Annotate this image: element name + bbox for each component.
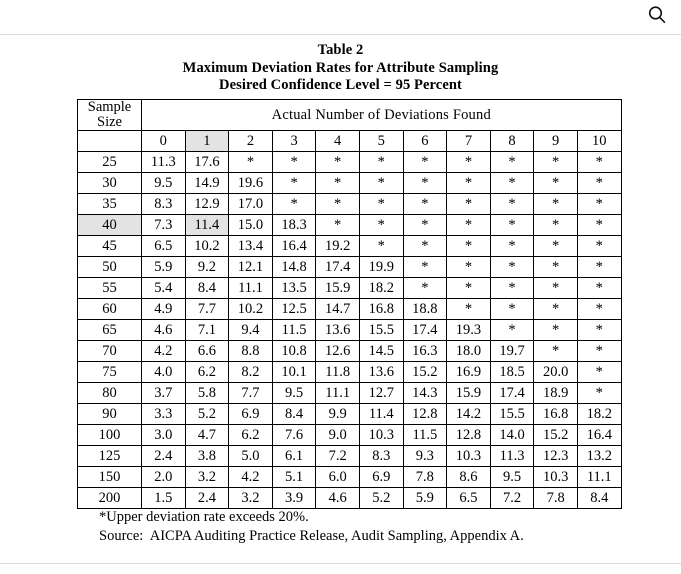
cell-n150-k8: 9.5 <box>490 467 534 488</box>
cell-n25-k0: 11.3 <box>142 152 186 173</box>
cell-n25-k5: * <box>359 152 403 173</box>
cell-n25-k2: * <box>229 152 273 173</box>
cell-n125-k2: 5.0 <box>229 446 273 467</box>
cell-n70-k2: 8.8 <box>229 341 273 362</box>
document-page <box>0 36 681 563</box>
cell-n25-k9: * <box>534 152 578 173</box>
cell-n150-k4: 6.0 <box>316 467 360 488</box>
table-row <box>78 488 622 509</box>
cell-n30-k5: * <box>359 173 403 194</box>
row-sample-size-100: 100 <box>78 425 142 446</box>
cell-n55-k4: 15.9 <box>316 278 360 299</box>
cell-n65-k4: 13.6 <box>316 320 360 341</box>
cell-n150-k10: 11.1 <box>577 467 621 488</box>
cell-n35-k6: * <box>403 194 447 215</box>
cell-n70-k8: 19.7 <box>490 341 534 362</box>
cell-n45-k0: 6.5 <box>142 236 186 257</box>
cell-n70-k9: * <box>534 341 578 362</box>
cell-n90-k10: 18.2 <box>577 404 621 425</box>
cell-n200-k0: 1.5 <box>142 488 186 509</box>
sample-size-header <box>78 100 142 131</box>
cell-n55-k3: 13.5 <box>272 278 316 299</box>
cell-n30-k2: 19.6 <box>229 173 273 194</box>
row-sample-size-25: 25 <box>78 152 142 173</box>
cell-n30-k4: * <box>316 173 360 194</box>
cell-n125-k7: 10.3 <box>447 446 491 467</box>
cell-n200-k9: 7.8 <box>534 488 578 509</box>
cell-n45-k2: 13.4 <box>229 236 273 257</box>
table-body <box>78 152 622 509</box>
cell-n65-k1: 7.1 <box>185 320 229 341</box>
row-sample-size-70: 70 <box>78 341 142 362</box>
row-sample-size-80: 80 <box>78 383 142 404</box>
row-sample-size-45: 45 <box>78 236 142 257</box>
cell-n200-k1: 2.4 <box>185 488 229 509</box>
deviation-rate-table-wrapper <box>77 99 622 509</box>
cell-n40-k7: * <box>447 215 491 236</box>
column-header-3: 3 <box>272 131 316 152</box>
cell-n40-k9: * <box>534 215 578 236</box>
cell-n70-k6: 16.3 <box>403 341 447 362</box>
search-icon-glyph <box>646 4 668 26</box>
row-sample-size-125: 125 <box>78 446 142 467</box>
top-toolbar <box>0 0 681 35</box>
cell-n90-k7: 14.2 <box>447 404 491 425</box>
cell-n45-k9: * <box>534 236 578 257</box>
cell-n200-k7: 6.5 <box>447 488 491 509</box>
table-row <box>78 173 622 194</box>
cell-n200-k5: 5.2 <box>359 488 403 509</box>
cell-n125-k1: 3.8 <box>185 446 229 467</box>
cell-n50-k1: 9.2 <box>185 257 229 278</box>
cell-n60-k5: 16.8 <box>359 299 403 320</box>
cell-n75-k1: 6.2 <box>185 362 229 383</box>
cell-n40-k10: * <box>577 215 621 236</box>
cell-n30-k10: * <box>577 173 621 194</box>
cell-n80-k8: 17.4 <box>490 383 534 404</box>
row-sample-size-90: 90 <box>78 404 142 425</box>
cell-n75-k6: 15.2 <box>403 362 447 383</box>
cell-n90-k2: 6.9 <box>229 404 273 425</box>
cell-n55-k1: 8.4 <box>185 278 229 299</box>
cell-n125-k6: 9.3 <box>403 446 447 467</box>
cell-n35-k2: 17.0 <box>229 194 273 215</box>
cell-n125-k4: 7.2 <box>316 446 360 467</box>
table-head <box>78 100 622 152</box>
cell-n40-k8: * <box>490 215 534 236</box>
cell-n80-k3: 9.5 <box>272 383 316 404</box>
cell-n45-k5: * <box>359 236 403 257</box>
cell-n75-k7: 16.9 <box>447 362 491 383</box>
cell-n50-k2: 12.1 <box>229 257 273 278</box>
cell-n30-k8: * <box>490 173 534 194</box>
row-sample-size-200: 200 <box>78 488 142 509</box>
cell-n200-k6: 5.9 <box>403 488 447 509</box>
cell-n200-k4: 4.6 <box>316 488 360 509</box>
cell-n125-k3: 6.1 <box>272 446 316 467</box>
cell-n50-k4: 17.4 <box>316 257 360 278</box>
footnote-source: Source: AICPA Auditing Practice Release, Audit Sampling, Appendix A. <box>99 528 524 544</box>
column-header-0: 0 <box>142 131 186 152</box>
cell-n60-k10: * <box>577 299 621 320</box>
cell-n50-k10: * <box>577 257 621 278</box>
cell-n70-k5: 14.5 <box>359 341 403 362</box>
column-header-5: 5 <box>359 131 403 152</box>
column-header-4: 4 <box>316 131 360 152</box>
cell-n70-k7: 18.0 <box>447 341 491 362</box>
cell-n100-k5: 10.3 <box>359 425 403 446</box>
column-header-9: 9 <box>534 131 578 152</box>
table-row <box>78 299 622 320</box>
cell-n55-k10: * <box>577 278 621 299</box>
cell-n100-k10: 16.4 <box>577 425 621 446</box>
cell-n40-k0: 7.3 <box>142 215 186 236</box>
table-row <box>78 236 622 257</box>
search-icon[interactable] <box>646 4 668 26</box>
cell-n30-k1: 14.9 <box>185 173 229 194</box>
cell-n35-k4: * <box>316 194 360 215</box>
cell-n60-k6: 18.8 <box>403 299 447 320</box>
cell-n30-k6: * <box>403 173 447 194</box>
cell-n65-k2: 9.4 <box>229 320 273 341</box>
cell-n100-k6: 11.5 <box>403 425 447 446</box>
cell-n65-k0: 4.6 <box>142 320 186 341</box>
row-sample-size-55: 55 <box>78 278 142 299</box>
cell-n25-k1: 17.6 <box>185 152 229 173</box>
cell-n45-k8: * <box>490 236 534 257</box>
cell-n125-k5: 8.3 <box>359 446 403 467</box>
sample-size-header-line1: Sample <box>87 99 132 115</box>
cell-n100-k4: 9.0 <box>316 425 360 446</box>
cell-n150-k1: 3.2 <box>185 467 229 488</box>
cell-n90-k6: 12.8 <box>403 404 447 425</box>
cell-n50-k7: * <box>447 257 491 278</box>
cell-n70-k1: 6.6 <box>185 341 229 362</box>
table-subtitle-1: Maximum Deviation Rates for Attribute Sampling <box>182 59 499 76</box>
table-row <box>78 215 622 236</box>
cell-n80-k0: 3.7 <box>142 383 186 404</box>
table-row <box>78 467 622 488</box>
cell-n150-k2: 4.2 <box>229 467 273 488</box>
cell-n200-k8: 7.2 <box>490 488 534 509</box>
cell-n125-k0: 2.4 <box>142 446 186 467</box>
cell-n25-k4: * <box>316 152 360 173</box>
cell-n150-k3: 5.1 <box>272 467 316 488</box>
column-header-7: 7 <box>447 131 491 152</box>
cell-n100-k0: 3.0 <box>142 425 186 446</box>
cell-n60-k2: 10.2 <box>229 299 273 320</box>
deviations-found-header: Actual Number of Deviations Found <box>142 100 622 131</box>
cell-n65-k6: 17.4 <box>403 320 447 341</box>
row-sample-size-30: 30 <box>78 173 142 194</box>
cell-n50-k8: * <box>490 257 534 278</box>
bottom-divider <box>0 563 681 564</box>
cell-n55-k7: * <box>447 278 491 299</box>
cell-n45-k1: 10.2 <box>185 236 229 257</box>
cell-n30-k0: 9.5 <box>142 173 186 194</box>
cell-n35-k10: * <box>577 194 621 215</box>
cell-n80-k4: 11.1 <box>316 383 360 404</box>
table-footnotes <box>99 508 524 546</box>
table-row <box>78 425 622 446</box>
cell-n40-k2: 15.0 <box>229 215 273 236</box>
cell-n60-k8: * <box>490 299 534 320</box>
cell-n60-k1: 7.7 <box>185 299 229 320</box>
cell-n65-k8: * <box>490 320 534 341</box>
cell-n150-k9: 10.3 <box>534 467 578 488</box>
cell-n70-k4: 12.6 <box>316 341 360 362</box>
cell-n40-k4: * <box>316 215 360 236</box>
cell-n150-k5: 6.9 <box>359 467 403 488</box>
cell-n25-k10: * <box>577 152 621 173</box>
cell-n50-k5: 19.9 <box>359 257 403 278</box>
column-header-6: 6 <box>403 131 447 152</box>
column-header-8: 8 <box>490 131 534 152</box>
cell-n90-k4: 9.9 <box>316 404 360 425</box>
cell-n65-k7: 19.3 <box>447 320 491 341</box>
cell-n35-k8: * <box>490 194 534 215</box>
cell-n35-k3: * <box>272 194 316 215</box>
corner-blank-cell <box>78 131 142 152</box>
cell-n55-k0: 5.4 <box>142 278 186 299</box>
cell-n75-k5: 13.6 <box>359 362 403 383</box>
row-sample-size-75: 75 <box>78 362 142 383</box>
table-header-row-group <box>78 100 622 131</box>
cell-n80-k2: 7.7 <box>229 383 273 404</box>
cell-n75-k2: 8.2 <box>229 362 273 383</box>
table-row <box>78 341 622 362</box>
cell-n75-k9: 20.0 <box>534 362 578 383</box>
cell-n55-k6: * <box>403 278 447 299</box>
cell-n70-k3: 10.8 <box>272 341 316 362</box>
deviation-rate-table <box>77 99 622 509</box>
cell-n55-k9: * <box>534 278 578 299</box>
cell-n100-k1: 4.7 <box>185 425 229 446</box>
cell-n25-k6: * <box>403 152 447 173</box>
cell-n90-k0: 3.3 <box>142 404 186 425</box>
cell-n200-k10: 8.4 <box>577 488 621 509</box>
cell-n35-k0: 8.3 <box>142 194 186 215</box>
cell-n50-k0: 5.9 <box>142 257 186 278</box>
cell-n90-k9: 16.8 <box>534 404 578 425</box>
cell-n90-k3: 8.4 <box>272 404 316 425</box>
cell-n60-k7: * <box>447 299 491 320</box>
sample-size-header-line2: Size <box>97 114 122 131</box>
cell-n40-k1: 11.4 <box>185 215 229 236</box>
cell-n75-k8: 18.5 <box>490 362 534 383</box>
cell-n50-k9: * <box>534 257 578 278</box>
cell-n65-k10: * <box>577 320 621 341</box>
cell-n40-k6: * <box>403 215 447 236</box>
row-sample-size-65: 65 <box>78 320 142 341</box>
row-sample-size-40: 40 <box>78 215 142 236</box>
table-row <box>78 257 622 278</box>
cell-n45-k3: 16.4 <box>272 236 316 257</box>
cell-n50-k3: 14.8 <box>272 257 316 278</box>
column-header-10: 10 <box>577 131 621 152</box>
cell-n35-k7: * <box>447 194 491 215</box>
cell-n25-k3: * <box>272 152 316 173</box>
cell-n125-k8: 11.3 <box>490 446 534 467</box>
cell-n80-k9: 18.9 <box>534 383 578 404</box>
column-header-2: 2 <box>229 131 273 152</box>
cell-n150-k6: 7.8 <box>403 467 447 488</box>
cell-n55-k8: * <box>490 278 534 299</box>
cell-n100-k3: 7.6 <box>272 425 316 446</box>
cell-n125-k10: 13.2 <box>577 446 621 467</box>
footnote-asterisk: *Upper deviation rate exceeds 20%. <box>99 509 309 525</box>
table-row <box>78 194 622 215</box>
cell-n65-k5: 15.5 <box>359 320 403 341</box>
cell-n35-k5: * <box>359 194 403 215</box>
cell-n50-k6: * <box>403 257 447 278</box>
cell-n70-k0: 4.2 <box>142 341 186 362</box>
cell-n45-k6: * <box>403 236 447 257</box>
cell-n80-k10: * <box>577 383 621 404</box>
table-row <box>78 152 622 173</box>
cell-n60-k4: 14.7 <box>316 299 360 320</box>
table-subtitle-2: Desired Confidence Level = 95 Percent <box>219 77 462 93</box>
cell-n200-k3: 3.9 <box>272 488 316 509</box>
cell-n100-k2: 6.2 <box>229 425 273 446</box>
cell-n150-k7: 8.6 <box>447 467 491 488</box>
cell-n60-k0: 4.9 <box>142 299 186 320</box>
cell-n60-k3: 12.5 <box>272 299 316 320</box>
cell-n75-k3: 10.1 <box>272 362 316 383</box>
cell-n90-k8: 15.5 <box>490 404 534 425</box>
table-row <box>78 320 622 341</box>
cell-n100-k8: 14.0 <box>490 425 534 446</box>
cell-n70-k10: * <box>577 341 621 362</box>
cell-n30-k3: * <box>272 173 316 194</box>
row-sample-size-35: 35 <box>78 194 142 215</box>
cell-n100-k9: 15.2 <box>534 425 578 446</box>
cell-n60-k9: * <box>534 299 578 320</box>
cell-n90-k5: 11.4 <box>359 404 403 425</box>
cell-n25-k8: * <box>490 152 534 173</box>
column-header-1: 1 <box>185 131 229 152</box>
cell-n40-k5: * <box>359 215 403 236</box>
cell-n45-k7: * <box>447 236 491 257</box>
cell-n40-k3: 18.3 <box>272 215 316 236</box>
table-row <box>78 404 622 425</box>
table-row <box>78 383 622 404</box>
table-row <box>78 278 622 299</box>
cell-n30-k7: * <box>447 173 491 194</box>
cell-n200-k2: 3.2 <box>229 488 273 509</box>
table-title-block <box>0 36 681 95</box>
table-row <box>78 362 622 383</box>
cell-n45-k10: * <box>577 236 621 257</box>
cell-n150-k0: 2.0 <box>142 467 186 488</box>
cell-n45-k4: 19.2 <box>316 236 360 257</box>
cell-n65-k9: * <box>534 320 578 341</box>
cell-n80-k7: 15.9 <box>447 383 491 404</box>
cell-n65-k3: 11.5 <box>272 320 316 341</box>
cell-n80-k6: 14.3 <box>403 383 447 404</box>
cell-n80-k5: 12.7 <box>359 383 403 404</box>
cell-n90-k1: 5.2 <box>185 404 229 425</box>
cell-n35-k1: 12.9 <box>185 194 229 215</box>
row-sample-size-60: 60 <box>78 299 142 320</box>
table-column-number-row <box>78 131 622 152</box>
cell-n30-k9: * <box>534 173 578 194</box>
cell-n35-k9: * <box>534 194 578 215</box>
cell-n80-k1: 5.8 <box>185 383 229 404</box>
cell-n75-k0: 4.0 <box>142 362 186 383</box>
cell-n75-k4: 11.8 <box>316 362 360 383</box>
cell-n55-k2: 11.1 <box>229 278 273 299</box>
cell-n55-k5: 18.2 <box>359 278 403 299</box>
cell-n75-k10: * <box>577 362 621 383</box>
row-sample-size-50: 50 <box>78 257 142 278</box>
table-row <box>78 446 622 467</box>
cell-n25-k7: * <box>447 152 491 173</box>
cell-n125-k9: 12.3 <box>534 446 578 467</box>
row-sample-size-150: 150 <box>78 467 142 488</box>
page-title: Table 2 <box>317 42 364 58</box>
cell-n100-k7: 12.8 <box>447 425 491 446</box>
